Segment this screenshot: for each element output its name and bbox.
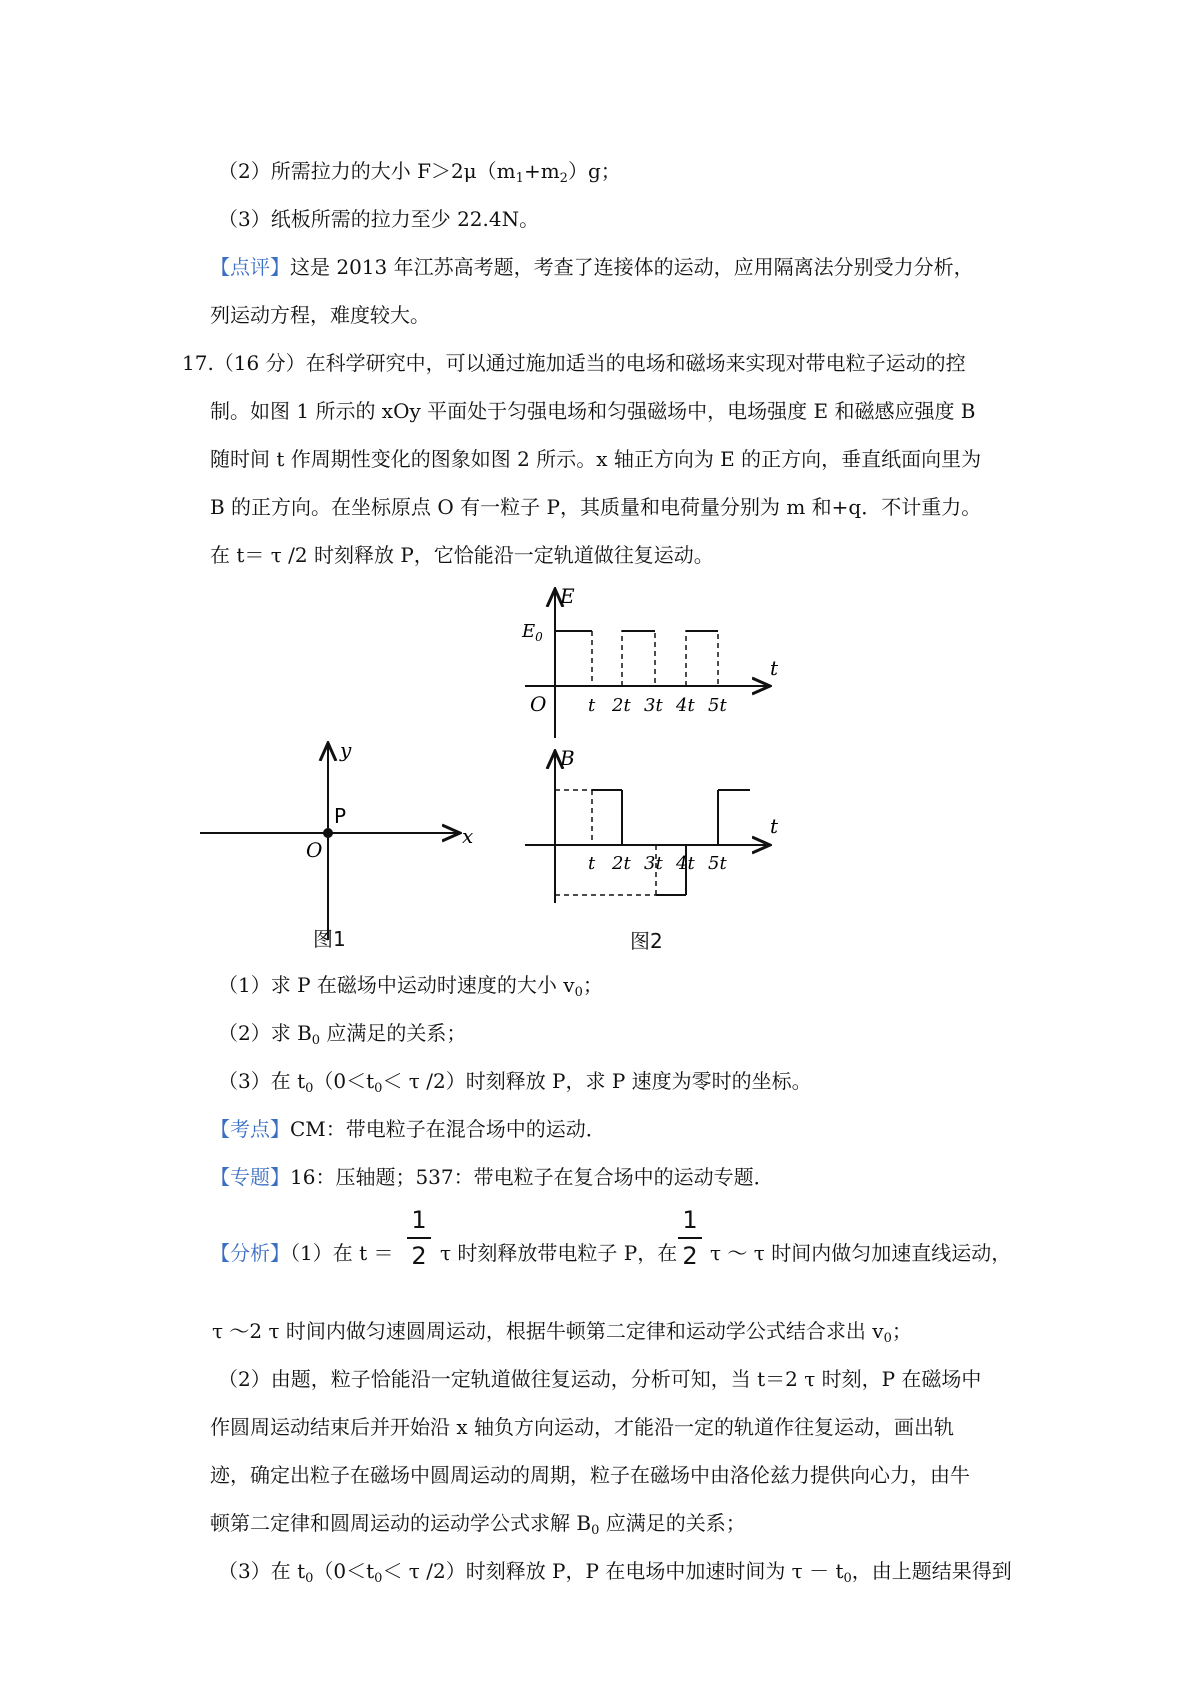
analysis-p2-end: 应满足的关系； — [599, 1511, 746, 1535]
answer-2-mid: +m — [523, 159, 560, 183]
analysis-p2-line-1: （2）由题，粒子恰能沿一定轨道做往复运动，分析可知，当 t＝2 τ 时刻，P 在磁场中 — [218, 1367, 982, 1391]
answer-2-end: ）g； — [567, 159, 621, 183]
analysis-p3-mid1: （0＜t — [313, 1559, 375, 1583]
kaodian-tag: 【考点】 — [210, 1117, 290, 1141]
analysis-p3-mid2: ＜ τ /2）时刻释放 P，P 在电场中加速时间为 τ － t — [382, 1559, 844, 1583]
fraction-numerator: 1 — [411, 1206, 427, 1234]
b-tick-2: 2t — [612, 853, 631, 874]
e-tick-1: t — [588, 695, 596, 716]
e-time-label: t — [770, 656, 779, 680]
particle-p-dot — [323, 828, 333, 838]
analysis-line-1b: τ 时刻释放带电粒子 P，在 — [440, 1241, 678, 1265]
zhuanti-text: 16：压轴题；537：带电粒子在复合场中的运动专题． — [290, 1165, 774, 1189]
sub-b0: 0 — [311, 1033, 321, 1048]
figure-1 — [200, 735, 480, 955]
b-tick-1: t — [588, 853, 596, 874]
question-1-end: ； — [582, 973, 603, 997]
e-tick-5: 5t — [708, 695, 727, 716]
analysis-line-2 — [212, 1318, 912, 1344]
kaodian-text: CM：带电粒子在混合场中的运动． — [290, 1117, 606, 1141]
review-line-2: 列运动方程，难度较大。 — [210, 303, 430, 327]
e0-label: $E_0$ — [522, 621, 543, 644]
problem-17-line-5: 在 t＝ τ /2 时刻释放 P，它恰能沿一定轨道做往复运动。 — [210, 543, 714, 567]
b-axis-label: B — [560, 746, 575, 770]
analysis-text-1a: （1）在 t ＝ — [290, 1241, 394, 1265]
b-tick-5: 5t — [708, 853, 727, 874]
problem-17-line-2: 制。如图 1 所示的 xOy 平面处于匀强电场和匀强磁场中，电场强度 E 和磁感应强度 B — [210, 399, 976, 423]
sub-t0-3: 0 — [843, 1571, 852, 1586]
zhuanti-tag: 【专题】 — [210, 1165, 290, 1189]
fraction-denominator: 2 — [411, 1242, 427, 1270]
sub-1: 1 — [515, 171, 524, 186]
sub-t0-b: 0 — [374, 1081, 383, 1096]
figure-1-caption: 图1 — [313, 927, 346, 951]
question-1-text: （1）求 P 在磁场中运动时速度的大小 v — [218, 973, 575, 997]
origin-label: O — [306, 838, 323, 862]
review-text-1: 这是 2013 年江苏高考题，考查了连接体的运动，应用隔离法分别受力分析， — [290, 255, 974, 279]
review-line-1 — [210, 254, 974, 280]
b-time-label: t — [770, 814, 779, 838]
question-3-text: （3）在 t — [218, 1069, 306, 1093]
question-3-end: ＜ τ /2）时刻释放 P，求 P 速度为零时的坐标。 — [382, 1069, 812, 1093]
sub-2: 2 — [559, 171, 568, 186]
b-tick-3: 3t — [644, 853, 663, 874]
fraction-bar — [407, 1237, 431, 1239]
point-p-label: P — [334, 804, 347, 828]
problem-17-line-3: 随时间 t 作周期性变化的图象如图 2 所示。x 轴正方向为 E 的正方向，垂直纸面向里为 — [210, 447, 982, 471]
problem-17-line-1: 17.（16 分）在科学研究中，可以通过施加适当的电场和磁场来实现对带电粒子运动的控 — [182, 351, 966, 375]
figure-2-caption: 图2 — [630, 929, 663, 953]
question-3-mid: （0＜t — [313, 1069, 375, 1093]
x-axis-label: x — [462, 824, 474, 848]
analysis-p2-line-4 — [210, 1510, 746, 1536]
kaodian-line — [210, 1116, 606, 1142]
fraction-bar — [678, 1237, 702, 1239]
question-2-end: 应满足的关系； — [320, 1021, 467, 1045]
sub-t0-1: 0 — [305, 1571, 314, 1586]
analysis-line-1a — [210, 1240, 393, 1266]
sub-v0: 0 — [574, 985, 583, 1000]
analysis-p2-line-2: 作圆周运动结束后并开始沿 x 轴负方向运动，才能沿一定的轨道作往复运动，画出轨 — [210, 1415, 954, 1439]
answer-2 — [218, 158, 621, 184]
review-tag: 【点评】 — [210, 255, 290, 279]
fraction-denominator: 2 — [682, 1242, 698, 1270]
sub-t0-a: 0 — [305, 1081, 314, 1096]
figure-2-e-graph — [520, 583, 790, 743]
sub-v0-analysis: 0 — [883, 1331, 892, 1346]
sub-t0-2: 0 — [374, 1571, 383, 1586]
analysis-p3-end: ，由上题结果得到 — [851, 1559, 1012, 1583]
analysis-p3-text: （3）在 t — [218, 1559, 306, 1583]
e-axis-label: E — [560, 584, 575, 608]
problem-17-line-4: B 的正方向。在坐标原点 O 有一粒子 P，其质量和电荷量分别为 m 和+q．不计重力。 — [210, 495, 982, 519]
analysis-p3-line — [218, 1558, 1012, 1584]
zhuanti-line — [210, 1164, 774, 1190]
question-2-text: （2）求 B — [218, 1021, 312, 1045]
e-tick-4: 4t — [676, 695, 695, 716]
answer-2-text: （2）所需拉力的大小 F＞2μ（m — [218, 159, 516, 183]
e-origin-label: O — [530, 692, 547, 716]
analysis-text-2: τ ～2 τ 时间内做匀速圆周运动，根据牛顿第二定律和运动学公式结合求出 v — [212, 1319, 884, 1343]
e-tick-2: 2t — [612, 695, 631, 716]
question-1 — [218, 972, 603, 998]
answer-3: （3）纸板所需的拉力至少 22.4N。 — [218, 207, 540, 231]
fraction-half-2 — [676, 1205, 704, 1271]
figure-2-b-graph — [520, 745, 790, 910]
analysis-p2-line-3: 迹，确定出粒子在磁场中圆周运动的周期，粒子在磁场中由洛伦兹力提供向心力，由牛 — [210, 1463, 970, 1487]
question-2 — [218, 1020, 466, 1046]
fraction-half-1 — [405, 1205, 433, 1271]
sub-b0-analysis: 0 — [591, 1523, 600, 1538]
analysis-text-2-end: ； — [891, 1319, 912, 1343]
y-axis-label: y — [340, 738, 352, 762]
analysis-p2-text: 顿第二定律和圆周运动的运动学公式求解 B — [210, 1511, 592, 1535]
fraction-numerator: 1 — [682, 1206, 698, 1234]
e-tick-3: 3t — [644, 695, 663, 716]
analysis-line-1c: τ ～ τ 时间内做匀加速直线运动， — [710, 1241, 1012, 1265]
b-tick-4: 4t — [676, 853, 695, 874]
analysis-tag: 【分析】 — [210, 1241, 290, 1265]
question-3 — [218, 1068, 812, 1094]
